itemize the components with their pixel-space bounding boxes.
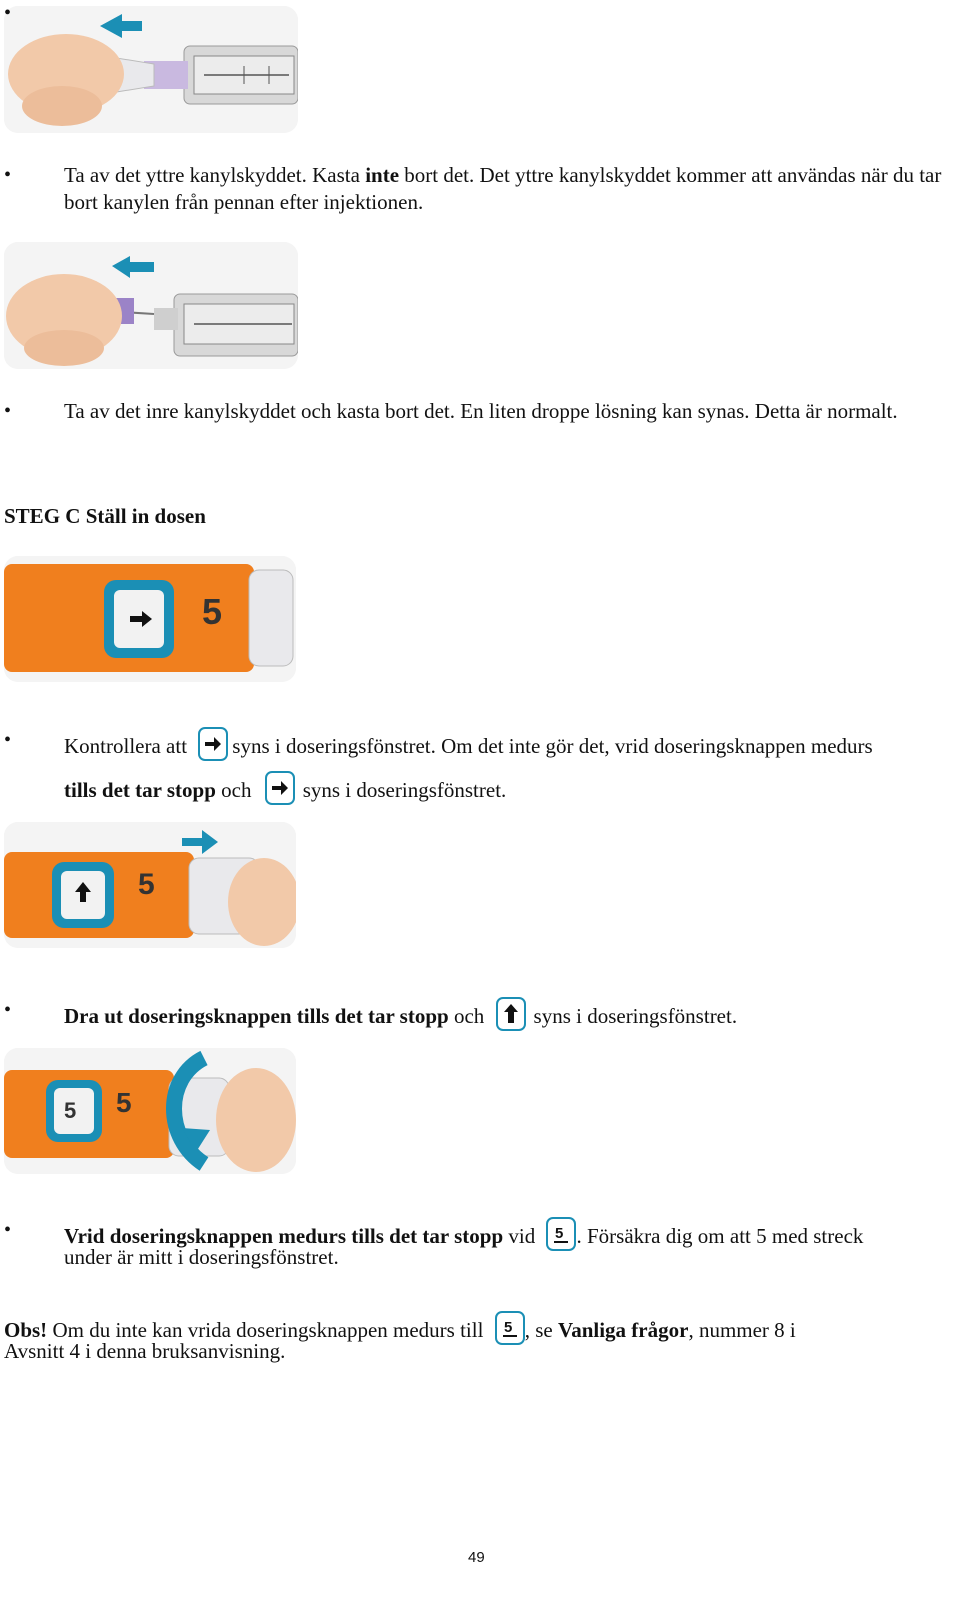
note-paragraph-2: Avsnitt 4 i denna bruksanvisning. <box>4 1339 286 1363</box>
section-heading: STEG C Ställ in dosen <box>4 504 206 528</box>
bullet: • <box>4 1219 12 1241</box>
arrow-right-icon <box>265 771 295 812</box>
page-number: 49 <box>468 1549 485 1566</box>
bullet: • <box>4 164 12 186</box>
instruction-check-window-2: tills det tar stopp och syns i doseringsfönstret. <box>64 771 944 812</box>
bullet: • <box>4 999 12 1021</box>
dose-digit: 5 <box>202 591 223 632</box>
instruction-remove-inner-cap: Ta av det inre kanylskyddet och kasta bort det. En liten droppe lösning kan synas. Detta är normalt. <box>64 399 898 423</box>
figure-remove-inner-cap <box>4 242 298 369</box>
instruction-turn-knob: Vrid doseringsknappen medurs tills det tar stopp vid 5 . Försäkra dig om att 5 med streck <box>64 1217 954 1258</box>
instruction-turn-knob-2: under är mitt i doseringsfönstret. <box>64 1245 339 1269</box>
svg-text:5: 5 <box>555 1225 564 1242</box>
instruction-check-window: Kontrollera att syns i doseringsfönstret. Om det inte gör det, vrid doseringsknappen medurs <box>64 727 956 768</box>
svg-text:5: 5 <box>116 1087 132 1118</box>
figure-turn-knob <box>4 1048 296 1174</box>
figure-dose-window <box>4 556 296 682</box>
figure-remove-outer-cap <box>4 6 298 133</box>
svg-text:5: 5 <box>503 1319 513 1336</box>
note-paragraph: Obs! Om du inte kan vrida doseringsknappen medurs till 5 , se Vanliga frågor, nummer 8 i <box>4 1311 944 1352</box>
svg-text:5: 5 <box>138 868 155 901</box>
arrow-up-icon <box>496 997 526 1038</box>
bullet: • <box>4 400 12 422</box>
instruction-remove-outer-cap: Ta av det yttre kanylskyddet. Kasta inte bort det. Det yttre kanylskyddet kommer att användas när du tar bort kanylen från pennan efter injektionen. <box>64 163 942 214</box>
bullet: • <box>4 729 12 751</box>
svg-text:5: 5 <box>64 1098 77 1123</box>
figure-pull-knob <box>4 822 296 948</box>
bullet: • <box>4 2 12 24</box>
instruction-pull-knob: Dra ut doseringsknappen tills det tar stopp och syns i doseringsfönstret. <box>64 997 944 1038</box>
arrow-right-icon <box>198 727 228 768</box>
